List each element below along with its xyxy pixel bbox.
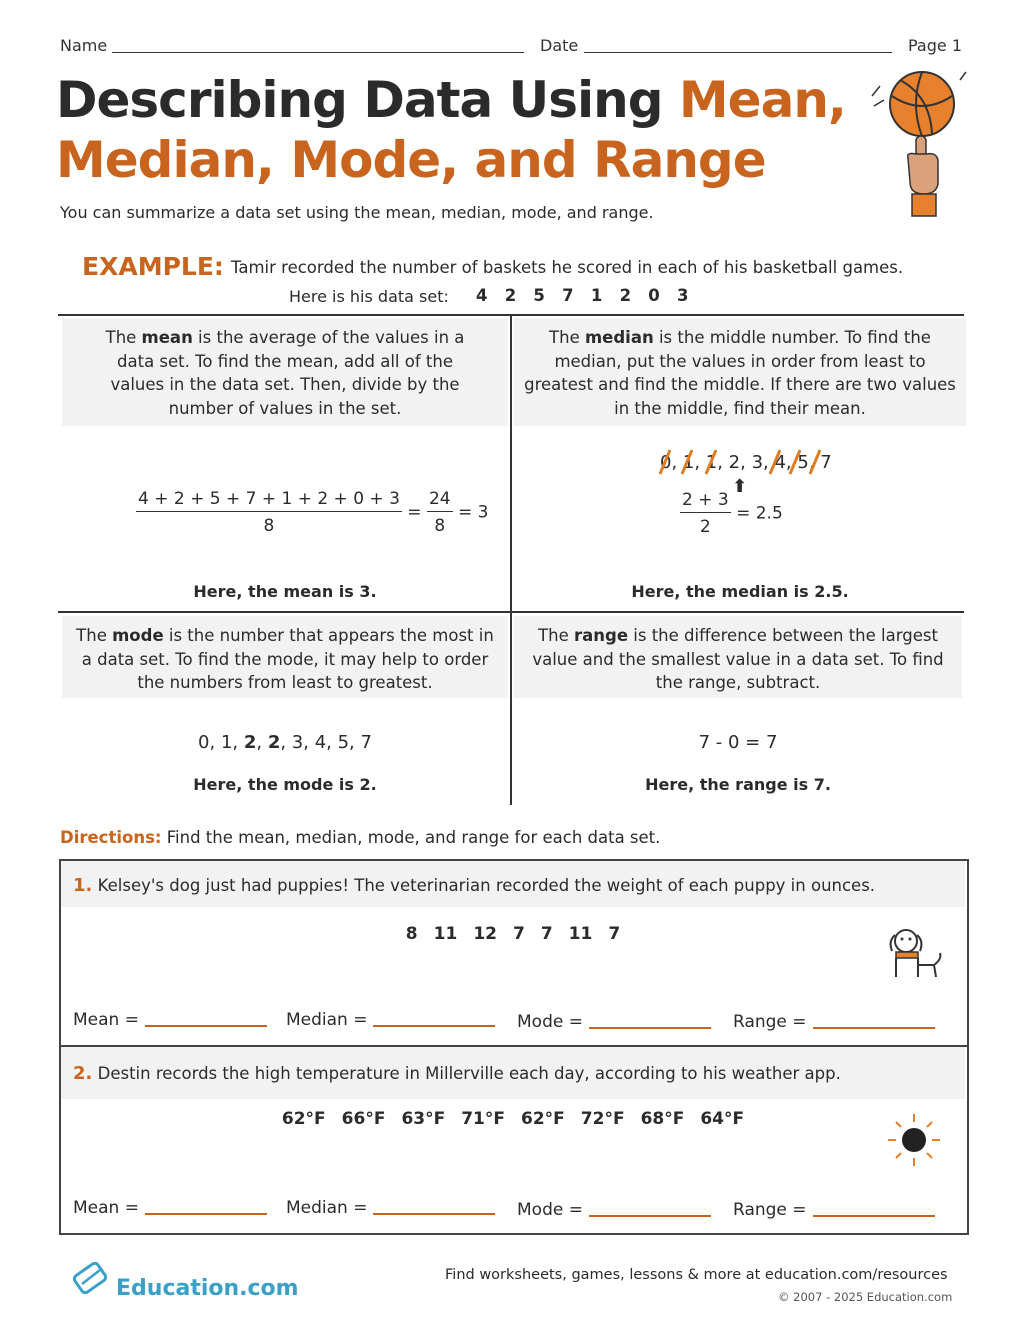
page-title-line2: Median, Mode, and Range	[56, 131, 766, 189]
median-definition: The median is the middle number. To find the median, put the values in order from least to greatest and find the middle. If there are two values in the middle, find their mean.	[514, 318, 966, 426]
problem-1-range[interactable]: Range =	[733, 1012, 935, 1032]
mean-count: 8	[263, 516, 275, 536]
problem-2-mean[interactable]: Mean =	[73, 1198, 267, 1218]
page-number: Page 1	[908, 36, 962, 55]
problem-1-text: Kelsey's dog just had puppies! The veterinarian recorded the weight of each puppy in ounces.	[97, 876, 876, 895]
puppy-icon	[882, 925, 944, 979]
problem-2-text: Destin records the high temperature in Millerville each day, according to his weather app.	[97, 1064, 841, 1083]
grid-vertical-rule	[510, 315, 512, 805]
range-definition: The range is the difference between the largest value and the smallest value in a data set. To find the range, subtract.	[514, 616, 962, 698]
range-calculation: 7 - 0 = 7	[698, 732, 778, 753]
median-ordered-list: 0, 1, 1, 2, 3, 4, 5, 7	[660, 452, 832, 473]
problem-1-mode[interactable]: Mode =	[517, 1012, 711, 1032]
problem-2-number: 2.	[73, 1063, 93, 1084]
name-label: Name	[60, 36, 108, 55]
problem-1-mean[interactable]: Mean =	[73, 1010, 267, 1030]
name-field[interactable]	[112, 52, 524, 53]
mode-result: Here, the mode is 2.	[193, 775, 377, 794]
problem-1-number: 1.	[73, 875, 93, 896]
example-dataset-label: Here is his data set:	[289, 287, 449, 306]
example-dataset: 4 2 5 7 1 2 0 3	[476, 286, 689, 305]
median-crossout-marks	[656, 448, 826, 478]
problem-1-data: 8 11 12 7 7 11 7	[405, 924, 621, 944]
sun-icon	[884, 1112, 944, 1168]
page-subtitle: You can summarize a data set using the mean, median, mode, and range.	[60, 203, 654, 222]
title-part-orange: Mean,	[678, 71, 846, 129]
problem-2-mode[interactable]: Mode =	[517, 1200, 711, 1220]
mean-calculation: $\frac{4 + 2 + 5 + 7 + 1 + 2 + 0 + 3}{8}$ = $\frac{24}{8}$ = 3	[138, 489, 489, 536]
problem-2-median[interactable]: Median =	[286, 1198, 495, 1218]
page-title	[56, 70, 846, 130]
mean-sum: 4 + 2 + 5 + 7 + 1 + 2 + 0 + 3	[136, 489, 402, 512]
mean-result: Here, the mean is 3.	[193, 582, 377, 601]
mean-definition: The mean is the average of the values in a data set. To find the mean, add all of the values in the data set. Then, divide by the number of values in the set.	[62, 318, 508, 426]
date-field[interactable]	[584, 52, 892, 53]
mode-ordered-list: 0, 1, 2, 2, 3, 4, 5, 7	[198, 732, 372, 753]
directions: Directions: Find the mean, median, mode, and range for each data set.	[60, 828, 661, 847]
problem-2-header	[61, 1047, 965, 1099]
median-result: Here, the median is 2.5.	[631, 582, 849, 601]
mean-total: 24	[427, 489, 453, 512]
problem-2-range[interactable]: Range =	[733, 1200, 935, 1220]
problem-2-data: 62°F 66°F 63°F 71°F 62°F 72°F 68°F 64°F	[281, 1109, 745, 1129]
education-logo[interactable]: Education.com	[116, 1276, 299, 1301]
example-label: EXAMPLE:	[82, 252, 224, 281]
median-calculation: $\frac{2 + 3}{2}$ = 2.5	[682, 490, 783, 537]
title-part-dark: Describing Data Using	[56, 71, 679, 129]
problem-1-median[interactable]: Median =	[286, 1010, 495, 1030]
date-label: Date	[540, 36, 579, 55]
mode-definition: The mode is the number that appears the most in a data set. To find the mode, it may help to order the numbers from least to greatest.	[62, 616, 508, 698]
basketball-icon	[870, 66, 970, 226]
footer-copyright: © 2007 - 2025 Education.com	[778, 1290, 953, 1304]
education-logo-icon	[70, 1258, 114, 1300]
example-text: Tamir recorded the number of baskets he scored in each of his basketball games.	[231, 258, 904, 277]
problem-1-header	[61, 861, 965, 907]
range-result: Here, the range is 7.	[645, 775, 831, 794]
footer-tagline[interactable]: Find worksheets, games, lessons & more at education.com/resources	[445, 1267, 948, 1283]
median-arrow-icon: ⬆	[732, 476, 748, 497]
